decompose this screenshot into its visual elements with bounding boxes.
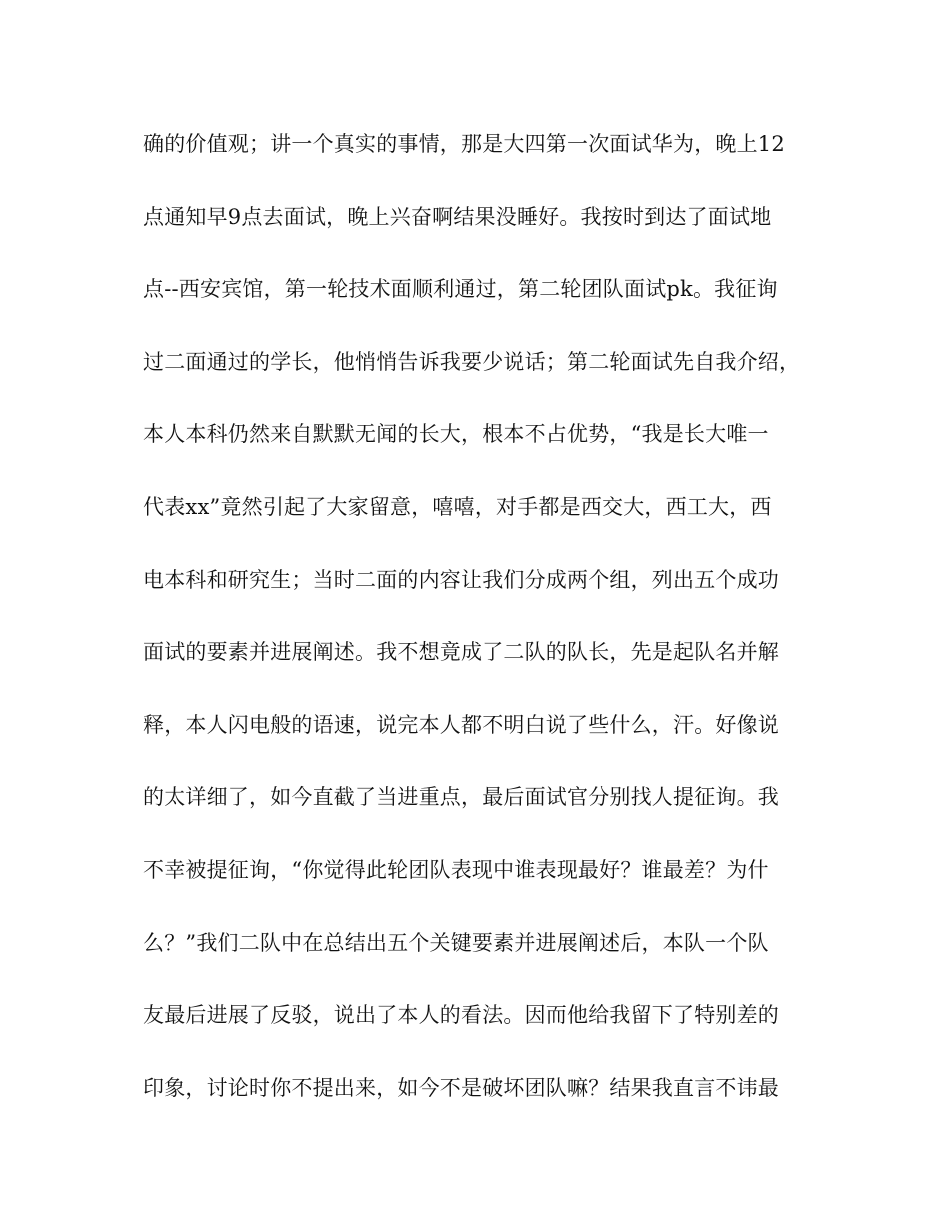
text-line: 么？”我们二队中在总结出五个关键要素并进展阐述后，本队一个队 [143,930,769,955]
text-line: 确的价值观；讲一个真实的事情，那是大四第一次面试华为，晚上12 [143,132,785,156]
text-line: 过二面通过的学长，他悄悄告诉我要少说话；第二轮面试先自我介绍， [143,349,801,374]
text-line: 的太详细了，如今直截了当进重点，最后面试官分别找人提征询。我 [143,785,779,810]
text-line: 不幸被提征询，“你觉得此轮团队表现中谁表现最好？谁最差？为什 [143,857,769,882]
text-line: 点--西安宾馆，第一轮技术面顺利通过，第二轮团队面试pk。我征询 [143,277,778,302]
text-line: 本人本科仍然来自默默无闻的长大，根本不占优势，“我是长大唯一 [143,422,769,447]
text-line: 电本科和研究生；当时二面的内容让我们分成两个组，列出五个成功 [143,567,779,592]
text-line: 代表xx”竟然引起了大家留意，嘻嘻，对手都是西交大，西工大，西 [143,494,772,519]
text-line: 友最后进展了反驳，说出了本人的看法。因而他给我留下了特别差的 [143,1003,779,1028]
text-line: 面试的要素并进展阐述。我不想竟成了二队的队长，先是起队名并解 [143,640,779,665]
text-line: 点通知早9点去面试，晚上兴奋啊结果没睡好。我按时到达了面试地 [143,204,772,229]
text-line: 释，本人闪电般的语速，说完本人都不明白说了些什么，汗。好像说 [143,712,779,737]
text-line: 印象，讨论时你不提出来，如今不是破坏团队嘛？结果我直言不讳最 [143,1075,779,1100]
body-text [143,121,813,1137]
